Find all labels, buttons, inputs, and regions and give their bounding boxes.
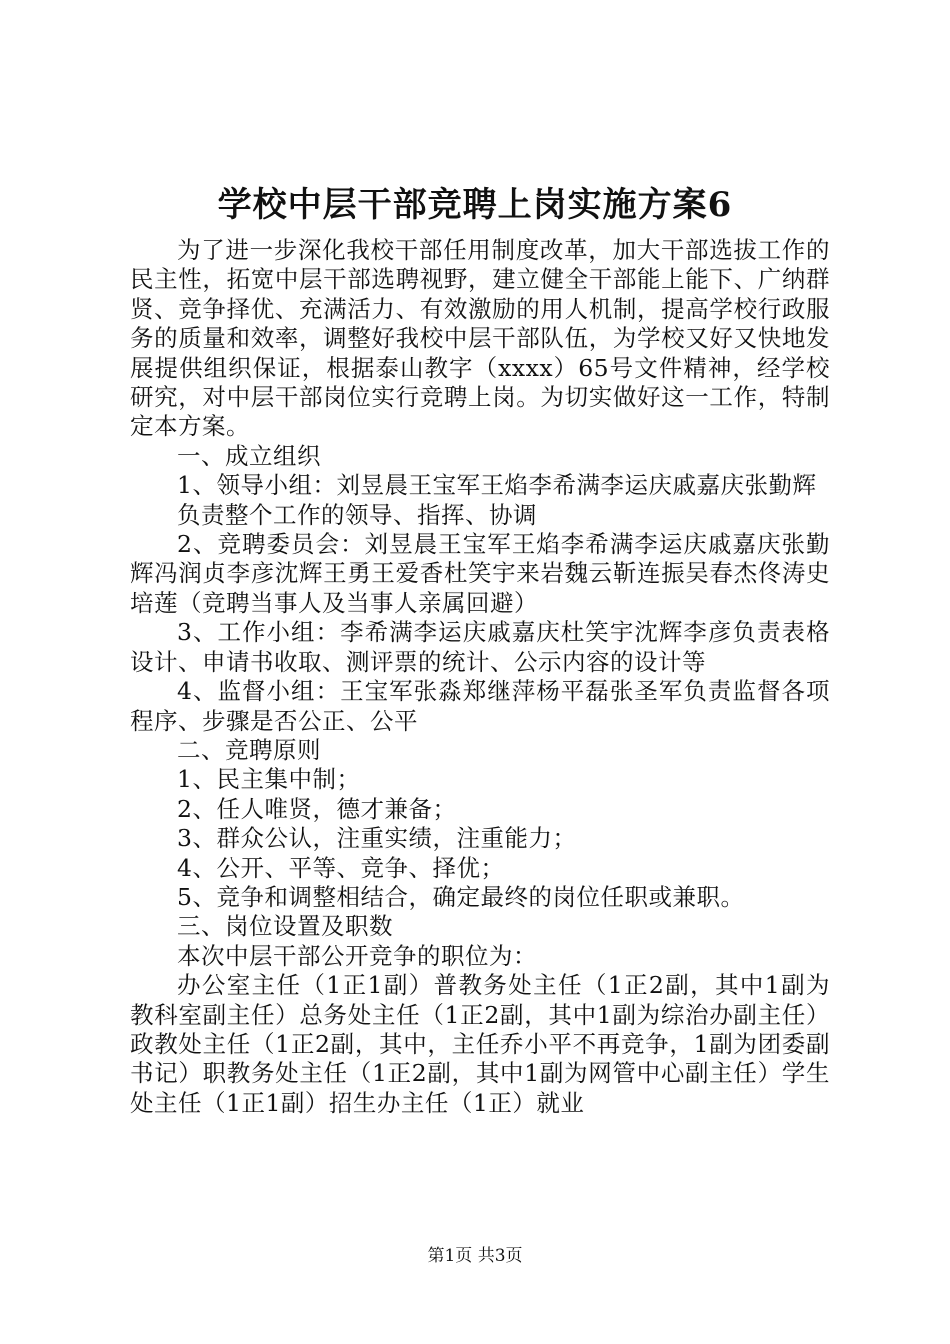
paragraph-leadership-duty: 负责整个工作的领导、指挥、协调 (177, 500, 537, 529)
paragraph-work-group: 3、工作小组：李希满李运庆戚嘉庆杜笑宇沈辉李彦负责表格设计、申请书收取、测评票的统计、公示内容的设计等 (130, 618, 830, 676)
paragraph-leadership-group: 1、领导小组：刘昱晨王宝军王焰李希满李运庆戚嘉庆张勤辉 (177, 471, 817, 500)
list-item-principle-3: 3、群众公认，注重实绩，注重能力； (177, 824, 577, 853)
heading-section-2: 二、竞聘原则 (177, 735, 321, 764)
list-item-principle-5: 5、竞争和调整相结合，确定最终的岗位任职或兼职。 (177, 882, 745, 911)
page-number-footer: 第1页 共3页 (427, 1246, 523, 1266)
paragraph-positions-list: 办公室主任（1正1副）普教务处主任（1正2副，其中1副为教科室副主任）总务处主任（1正2副，其中1副为综治办副主任）政教处主任（1正2副，其中，主任乔小平不再竞争，1副为团委副书记）职教务处主任（1正2副，其中1副为网管中心副主任）学生处主任（1正1副）招生办主任（1正）就业 (130, 971, 830, 1117)
list-item-principle-4: 4、公开、平等、竞争、择优； (177, 853, 505, 882)
paragraph-supervision-group: 4、监督小组：王宝军张淼郑继萍杨平磊张圣军负责监督各项程序、步骤是否公正、公平 (130, 677, 830, 735)
heading-section-3: 三、岗位设置及职数 (177, 912, 393, 941)
list-item-principle-1: 1、民主集中制； (177, 765, 361, 794)
document-title: 学校中层干部竞聘上岗实施方案6 (217, 185, 733, 225)
paragraph-positions-intro: 本次中层干部公开竞争的职位为： (177, 941, 537, 970)
document-body (130, 236, 830, 1118)
paragraph-intro: 为了进一步深化我校干部任用制度改革，加大干部选拔工作的民主性，拓宽中层干部选聘视野，建立健全干部能上能下、广纳群贤、竞争择优、充满活力、有效激励的用人机制，提高学校行政服务的质量和效率，调整好我校中层干部队伍，为学校又好又快地发展提供组织保证，根据泰山教字（xxxx）65号文件精神，经学校研究，对中层干部岗位实行竞聘上岗。为切实做好这一工作，特制定本方案。 (130, 236, 830, 441)
paragraph-committee: 2、竞聘委员会：刘昱晨王宝军王焰李希满李运庆戚嘉庆张勤辉冯润贞李彦沈辉王勇王爱香杜笑宇来岩魏云靳连振吴春杰佟涛史培莲（竞聘当事人及当事人亲属回避） (130, 530, 830, 617)
list-item-principle-2: 2、任人唯贤，德才兼备； (177, 794, 457, 823)
heading-section-1: 一、成立组织 (177, 441, 321, 470)
